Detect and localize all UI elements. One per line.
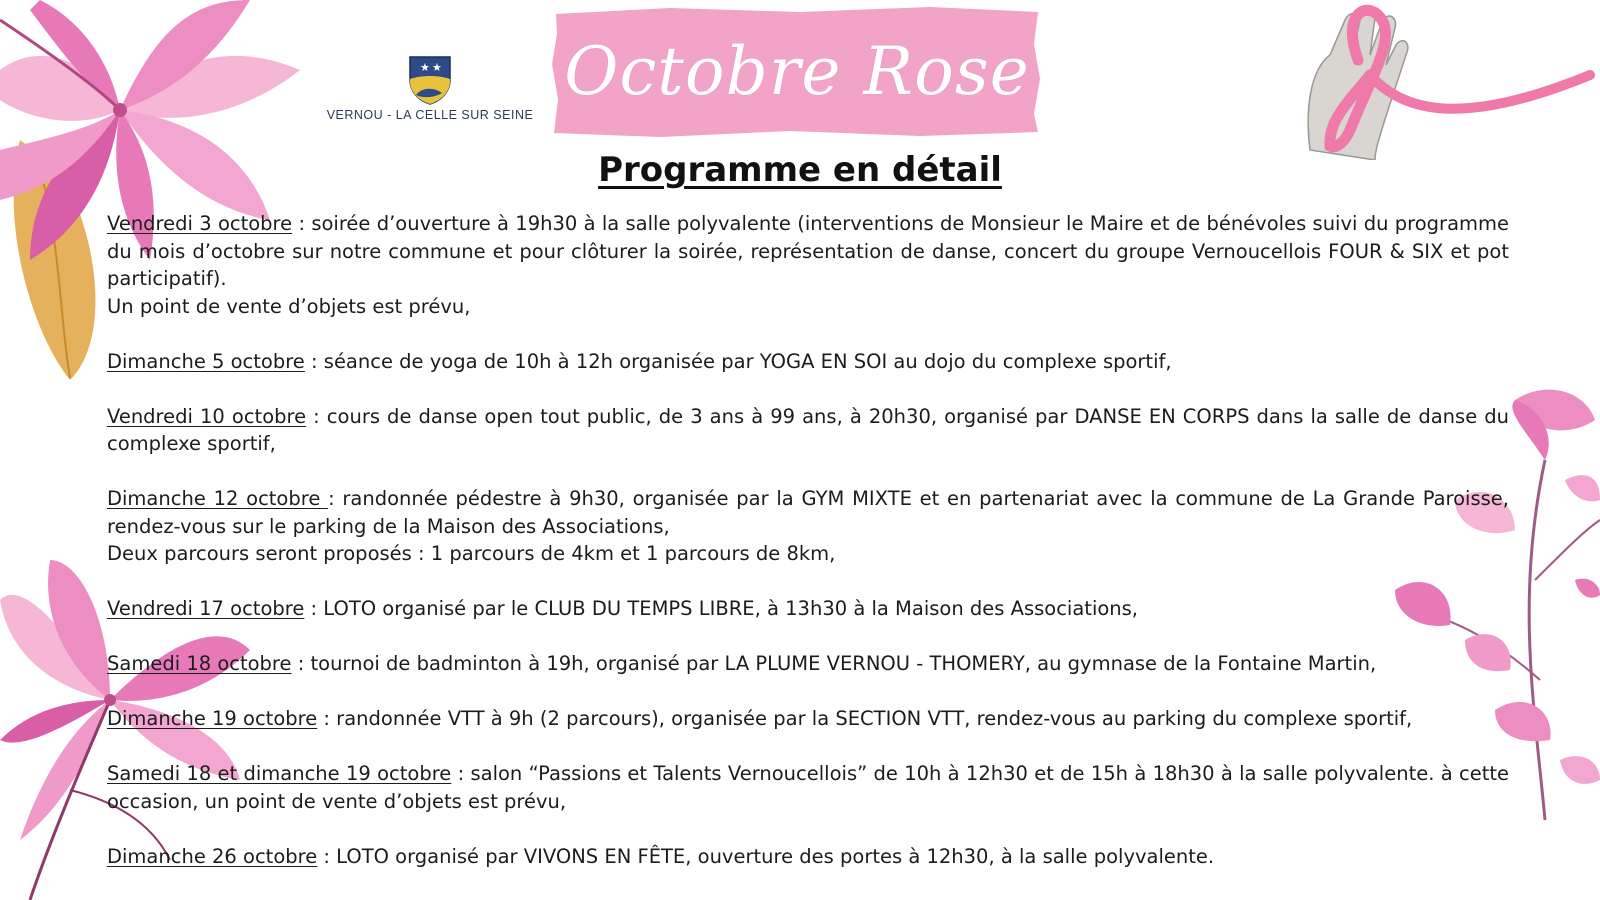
program-entry-text — [107, 650, 1509, 678]
program-entry-note: Un point de vente d’objets est prévu, — [107, 294, 471, 318]
program-entry-note: Deux parcours seront proposés : 1 parcours de 4km et 1 parcours de 8km, — [107, 542, 836, 565]
program-entry — [107, 485, 1509, 568]
program-entry-text — [107, 485, 1509, 540]
program-list — [107, 210, 1509, 898]
program-entry-date: Dimanche 5 octobre — [107, 349, 305, 373]
program-entry-date: Dimanche 19 octobre — [107, 707, 318, 730]
program-entry-text — [107, 760, 1509, 815]
program-entry-description: : randonnée VTT à 9h (2 parcours), organisée par la SECTION VTT, rendez-vous au parking du complexe sportif, — [317, 707, 1413, 730]
program-entry — [107, 348, 1509, 376]
svg-text:★: ★ — [432, 61, 442, 74]
program-entry — [107, 595, 1509, 623]
program-entry-date: Vendredi 17 octobre — [107, 597, 305, 620]
program-entry — [107, 403, 1509, 458]
program-entry-description: : LOTO organisé par VIVONS EN FÊTE, ouverture des portes à 12h30, à la salle polyvalente. — [317, 844, 1215, 868]
program-entry — [107, 210, 1509, 320]
program-entry-description: : soirée d’ouverture à 19h30 à la salle polyvalente (interventions de Monsieur le Maire et de bénévoles suivi du programme du mois d’octobre sur notre commune et pour clôturer la soirée, représentation de danse, concert du groupe Vernoucellois FOUR & SIX et pot participatif). — [107, 212, 1509, 290]
page-heading — [0, 150, 1600, 190]
program-entry-date: Vendredi 10 octobre — [107, 404, 307, 428]
pink-ribbon-hand-icon — [1300, 0, 1600, 160]
commune-logo — [325, 55, 535, 122]
commune-name: VERNOU - LA CELLE SUR SEINE — [326, 108, 534, 122]
program-entry-text — [107, 210, 1509, 293]
program-entry-description: : randonnée pédestre à 9h30, organisée par la GYM MIXTE et en partenariat avec la commune de La Grande Paroisse, rendez-vous sur le parking de la Maison des Associations, — [107, 487, 1509, 538]
program-entry-date: Samedi 18 et dimanche 19 octobre — [107, 762, 452, 785]
program-entry-text — [107, 403, 1509, 458]
banner-title: Octobre Rose — [564, 32, 1030, 110]
program-entry-description: : séance de yoga de 10h à 12h organisée par YOGA EN SOI au dojo du complexe sportif, — [304, 349, 1172, 373]
program-entry — [107, 650, 1509, 678]
program-entry — [107, 843, 1509, 871]
program-entry-description: : tournoi de badminton à 19h, organisé par LA PLUME VERNOU - THOMERY, au gymnase de la Fontaine Martin, — [291, 652, 1377, 675]
program-entry — [107, 760, 1509, 815]
program-entry-text — [107, 705, 1509, 733]
program-entry-text — [107, 843, 1509, 871]
page-title: Programme en détail — [598, 150, 1002, 190]
svg-text:★: ★ — [420, 61, 430, 74]
program-entry-date: Dimanche 12 octobre — [107, 487, 329, 510]
title-banner — [550, 4, 1044, 138]
program-entry-text — [107, 595, 1509, 623]
program-entry-description: : cours de danse open tout public, de 3 ans à 99 ans, à 20h30, organisé par DANSE EN CORPS dans la salle de danse du complexe sportif, — [107, 404, 1509, 455]
program-entry-date: Samedi 18 octobre — [107, 652, 292, 675]
program-entry-description: : salon “Passions et Talents Vernoucellois” de 10h à 12h30 et de 15h à 18h30 à la salle polyvalente. à cette occasion, un point de vente d’objets est prévu, — [107, 762, 1509, 813]
program-entry-description: : LOTO organisé par le CLUB DU TEMPS LIBRE, à 13h30 à la Maison des Associations, — [304, 597, 1139, 620]
coat-of-arms-icon — [408, 55, 452, 105]
program-entry — [107, 705, 1509, 733]
program-entry-date: Vendredi 3 octobre — [107, 212, 293, 235]
program-entry-date: Dimanche 26 octobre — [107, 844, 318, 868]
program-entry-text — [107, 348, 1509, 376]
